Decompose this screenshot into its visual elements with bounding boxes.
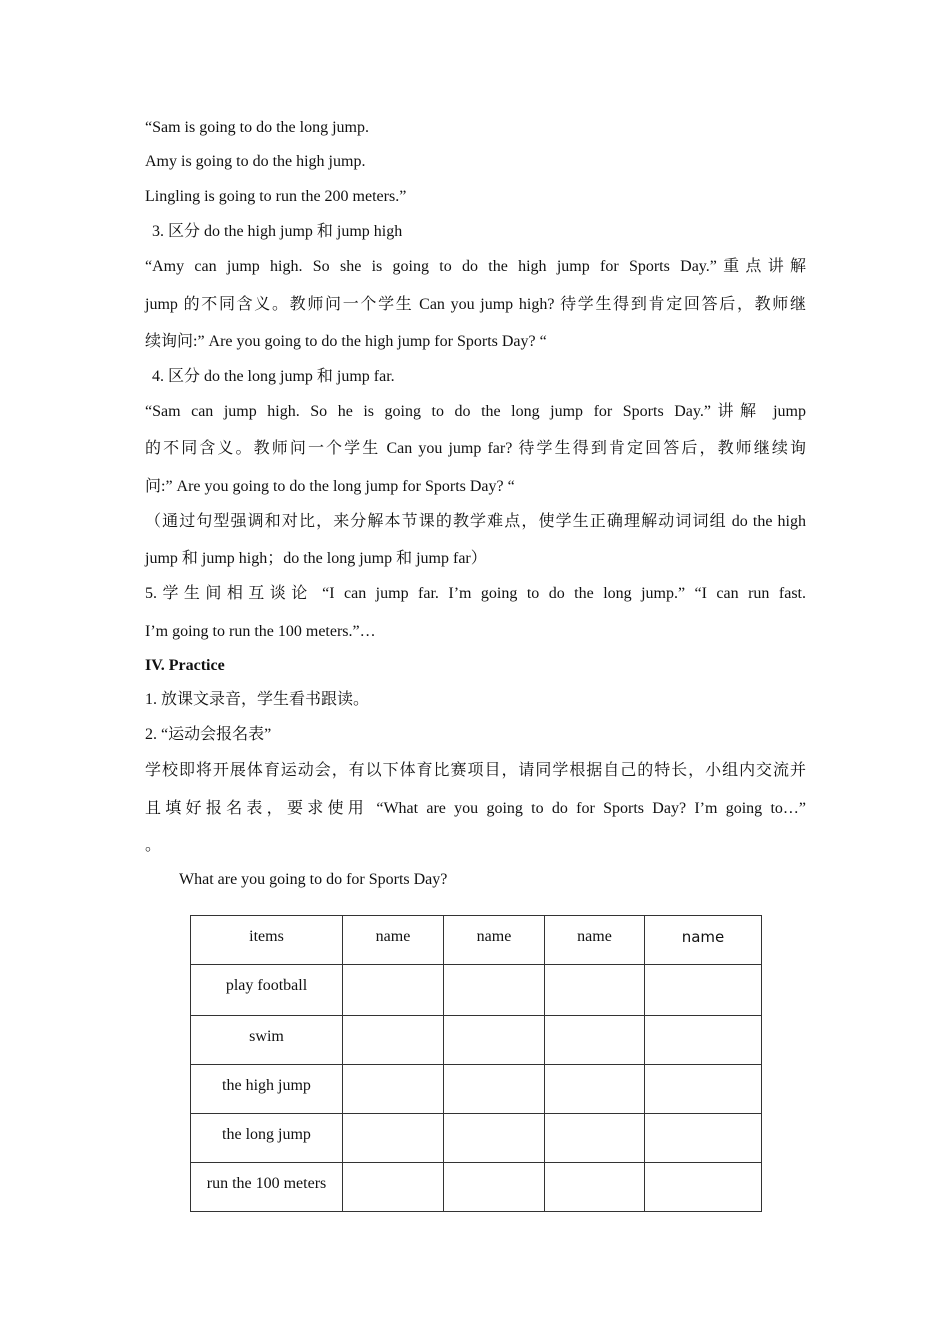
text-line: “Amy can jump high. So she is going to do the high jump for Sports Day.”重点讲解: [145, 258, 806, 275]
empty-cell[interactable]: [545, 1016, 645, 1065]
empty-cell[interactable]: [444, 1065, 545, 1114]
text-line: jump 的不同含义。教师问一个学生 Can you jump high? 待学生得到肯定回答后，教师继: [145, 296, 806, 313]
empty-cell[interactable]: [343, 1163, 444, 1212]
item-cell: the high jump: [191, 1065, 343, 1114]
text-line: 的不同含义。教师问一个学生 Can you jump far? 待学生得到肯定回答后，教师继续询: [145, 440, 806, 457]
empty-cell[interactable]: [645, 965, 762, 1016]
empty-cell[interactable]: [645, 1163, 762, 1212]
empty-cell[interactable]: [343, 965, 444, 1016]
empty-cell[interactable]: [645, 1114, 762, 1163]
empty-cell[interactable]: [444, 1163, 545, 1212]
text-line: 续询问:” Are you going to do the high jump for Sports Day? “: [145, 333, 547, 350]
item-cell: swim: [191, 1016, 343, 1065]
header-cell: name: [444, 916, 545, 965]
table-row: [191, 965, 762, 1016]
header-cell: name: [343, 916, 444, 965]
text-line: I’m going to run the 100 meters.”…: [145, 623, 376, 640]
header-cell: name: [545, 916, 645, 965]
empty-cell[interactable]: [444, 1114, 545, 1163]
text-line: Lingling is going to run the 200 meters.”: [145, 188, 407, 205]
empty-cell[interactable]: [444, 965, 545, 1016]
header-cell: items: [191, 916, 343, 965]
table-row: [191, 1114, 762, 1163]
table-row: [191, 1065, 762, 1114]
step-4-heading: 4. 区分 do the long jump 和 jump far.: [152, 368, 395, 385]
text-line: 且填好报名表，要求使用 “What are you going to do for Sports Day? I’m going to…”: [145, 800, 806, 817]
text-line: （通过句型强调和对比，来分解本节课的教学难点，使学生正确理解动词词组 do the high: [145, 513, 806, 530]
table-header-row: [191, 916, 762, 965]
empty-cell[interactable]: [343, 1114, 444, 1163]
text-line: 学校即将开展体育运动会，有以下体育比赛项目，请同学根据自己的特长，小组内交流并: [145, 762, 806, 779]
text-line: jump 和 jump high；do the long jump 和 jump far）: [145, 550, 487, 567]
section-heading: IV. Practice: [145, 657, 225, 674]
text-line: 1. 放课文录音，学生看书跟读。: [145, 691, 370, 708]
item-cell: run the 100 meters: [191, 1163, 343, 1212]
empty-cell[interactable]: [343, 1065, 444, 1114]
empty-cell[interactable]: [545, 1114, 645, 1163]
header-cell: name: [645, 916, 762, 965]
empty-cell[interactable]: [343, 1016, 444, 1065]
table-row: [191, 1016, 762, 1065]
empty-cell[interactable]: [444, 1016, 545, 1065]
empty-cell[interactable]: [545, 965, 645, 1016]
text-line: 问:” Are you going to do the long jump for Sports Day? “: [145, 478, 515, 495]
sign-up-table: [190, 915, 762, 1212]
text-line: Amy is going to do the high jump.: [145, 153, 366, 170]
empty-cell[interactable]: [645, 1065, 762, 1114]
item-cell: the long jump: [191, 1114, 343, 1163]
empty-cell[interactable]: [645, 1016, 762, 1065]
text-line: 2. “运动会报名表”: [145, 726, 272, 743]
item-cell: play football: [191, 965, 343, 1016]
empty-cell[interactable]: [545, 1163, 645, 1212]
text-line: “Sam can jump high. So he is going to do the long jump for Sports Day.”讲解 jump: [145, 403, 806, 420]
text-line: 5.学生间相互谈论 “I can jump far. I’m going to do the long jump.” “I can run fast.: [145, 585, 806, 602]
text-line: 。: [145, 837, 162, 854]
text-line: “Sam is going to do the long jump.: [145, 119, 369, 136]
table-row: [191, 1163, 762, 1212]
empty-cell[interactable]: [545, 1065, 645, 1114]
step-3-heading: 3. 区分 do the high jump 和 jump high: [152, 223, 403, 240]
table-caption: What are you going to do for Sports Day?: [179, 871, 448, 888]
